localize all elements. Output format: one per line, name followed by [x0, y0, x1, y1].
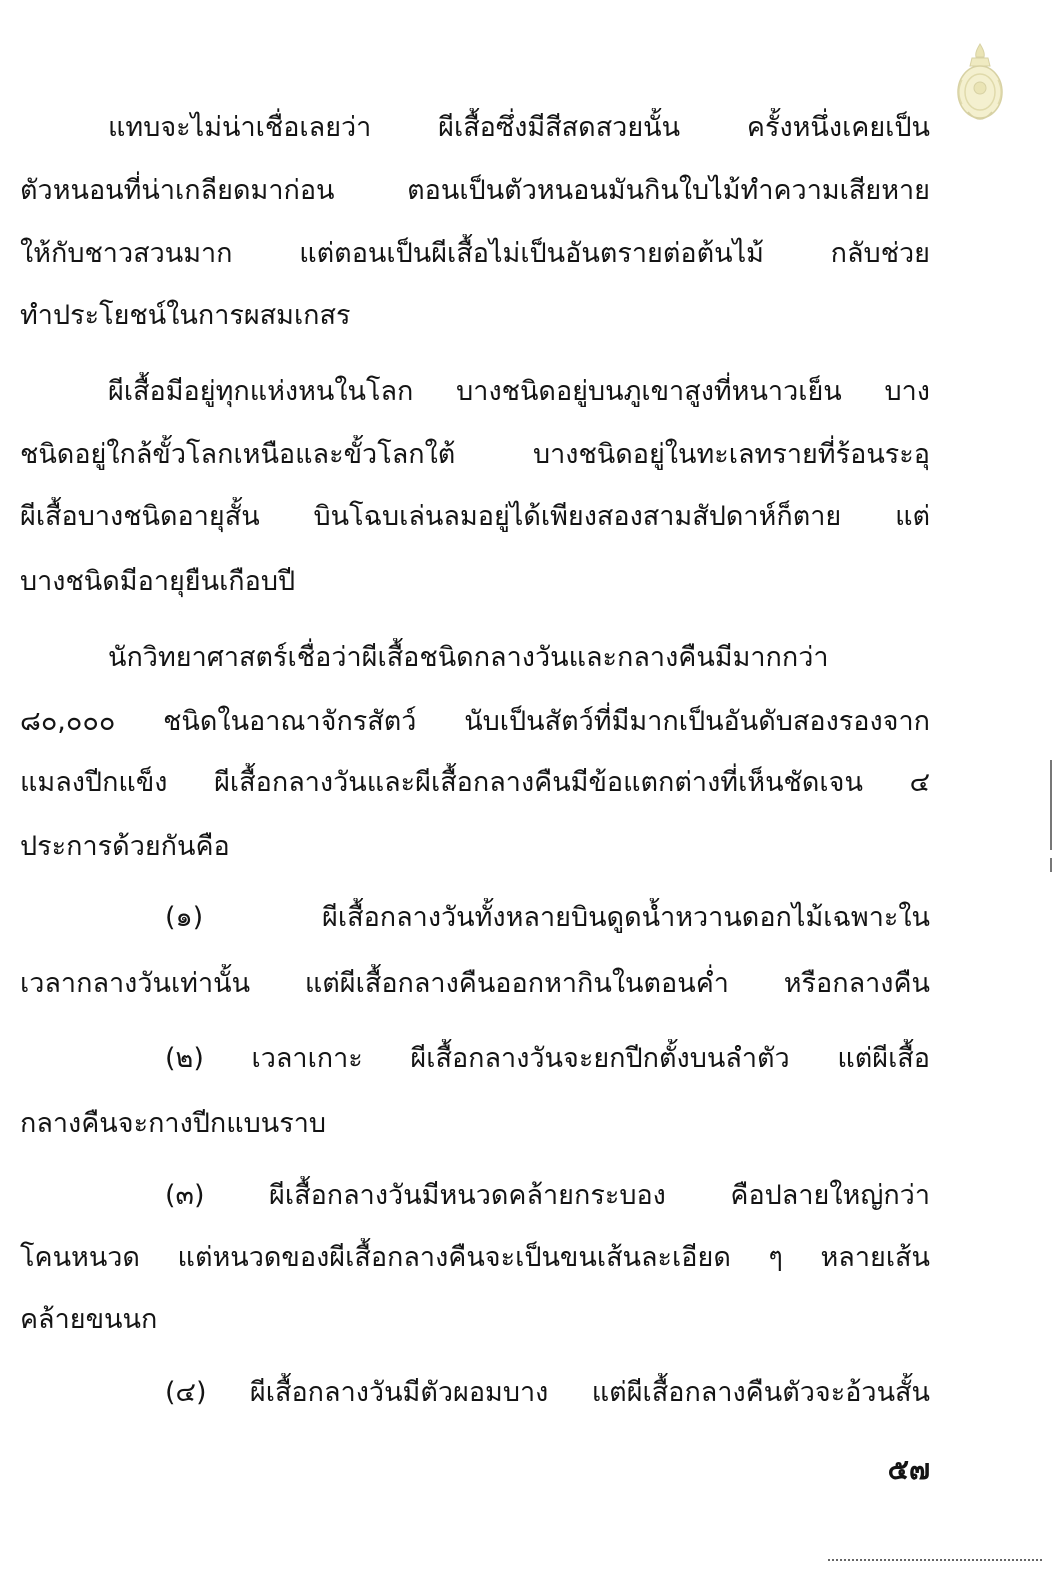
text-line: คล้ายขนนก: [20, 1304, 158, 1335]
text-line: ตัวหนอนที่น่าเกลียดมาก่อน ตอนเป็นตัวหนอนมันกินใบไม้ทำความเสียหาย: [20, 175, 930, 206]
text-line: ผีเสื้อมีอยู่ทุกแห่งหนในโลก บางชนิดอยู่บนภูเขาสูงที่หนาวเย็น บาง: [108, 376, 930, 407]
text-line: แทบจะไม่น่าเชื่อเลยว่า ผีเสื้อซึ่งมีสีสดสวยนั้น ครั้งหนึ่งเคยเป็น: [108, 112, 930, 143]
text-line: ให้กับชาวสวนมาก แต่ตอนเป็นผีเสื้อไม่เป็นอันตรายต่อต้นไม้ กลับช่วย: [20, 238, 930, 269]
list-item-line: (๒) เวลาเกาะ ผีเสื้อกลางวันจะยกปีกตั้งบนลำตัว แต่ผีเสื้อ: [165, 1043, 930, 1074]
royal-emblem-icon: [950, 40, 1010, 130]
text-line: ชนิดอยู่ใกล้ขั้วโลกเหนือและขั้วโลกใต้ บางชนิดอยู่ในทะเลทรายที่ร้อนระอุ: [20, 439, 930, 470]
page-number: ๕๗: [887, 1453, 930, 1486]
text-line: ประการด้วยกันคือ: [20, 831, 230, 862]
text-line: บางชนิดมีอายุยืนเกือบปี: [20, 566, 296, 597]
text-line: ทำประโยชน์ในการผสมเกสร: [20, 300, 351, 331]
list-item-line: (๔) ผีเสื้อกลางวันมีตัวผอมบาง แต่ผีเสื้อกลางคืนตัวจะอ้วนสั้น: [165, 1377, 930, 1408]
list-item-line: (๓) ผีเสื้อกลางวันมีหนวดคล้ายกระบอง คือปลายใหญ่กว่า: [165, 1180, 930, 1211]
scan-margin-mark: [1050, 858, 1052, 872]
text-line: เวลากลางวันเท่านั้น แต่ผีเสื้อกลางคืนออกหากินในตอนค่ำ หรือกลางคืน: [20, 968, 930, 999]
scan-bottom-rule: [828, 1559, 1042, 1561]
scan-margin-mark: [1050, 760, 1052, 850]
list-item-line: (๑) ผีเสื้อกลางวันทั้งหลายบินดูดน้ำหวานดอกไม้เฉพาะใน: [165, 902, 930, 933]
text-line: นักวิทยาศาสตร์เชื่อว่าผีเสื้อชนิดกลางวันและกลางคืนมีมากกว่า: [108, 642, 829, 673]
text-line: โคนหนวด แต่หนวดของผีเสื้อกลางคืนจะเป็นขนเส้นละเอียด ๆ หลายเส้น: [20, 1242, 930, 1273]
text-line: กลางคืนจะกางปีกแบนราบ: [20, 1108, 327, 1139]
text-line: แมลงปีกแข็ง ผีเสื้อกลางวันและผีเสื้อกลางคืนมีข้อแตกต่างที่เห็นชัดเจน ๔: [20, 767, 930, 798]
text-line: ผีเสื้อบางชนิดอายุสั้น บินโฉบเล่นลมอยู่ได้เพียงสองสามสัปดาห์ก็ตาย แต่: [20, 501, 930, 532]
text-line: ๘๐,๐๐๐ ชนิดในอาณาจักรสัตว์ นับเป็นสัตว์ที่มีมากเป็นอันดับสองรองจาก: [20, 706, 930, 737]
